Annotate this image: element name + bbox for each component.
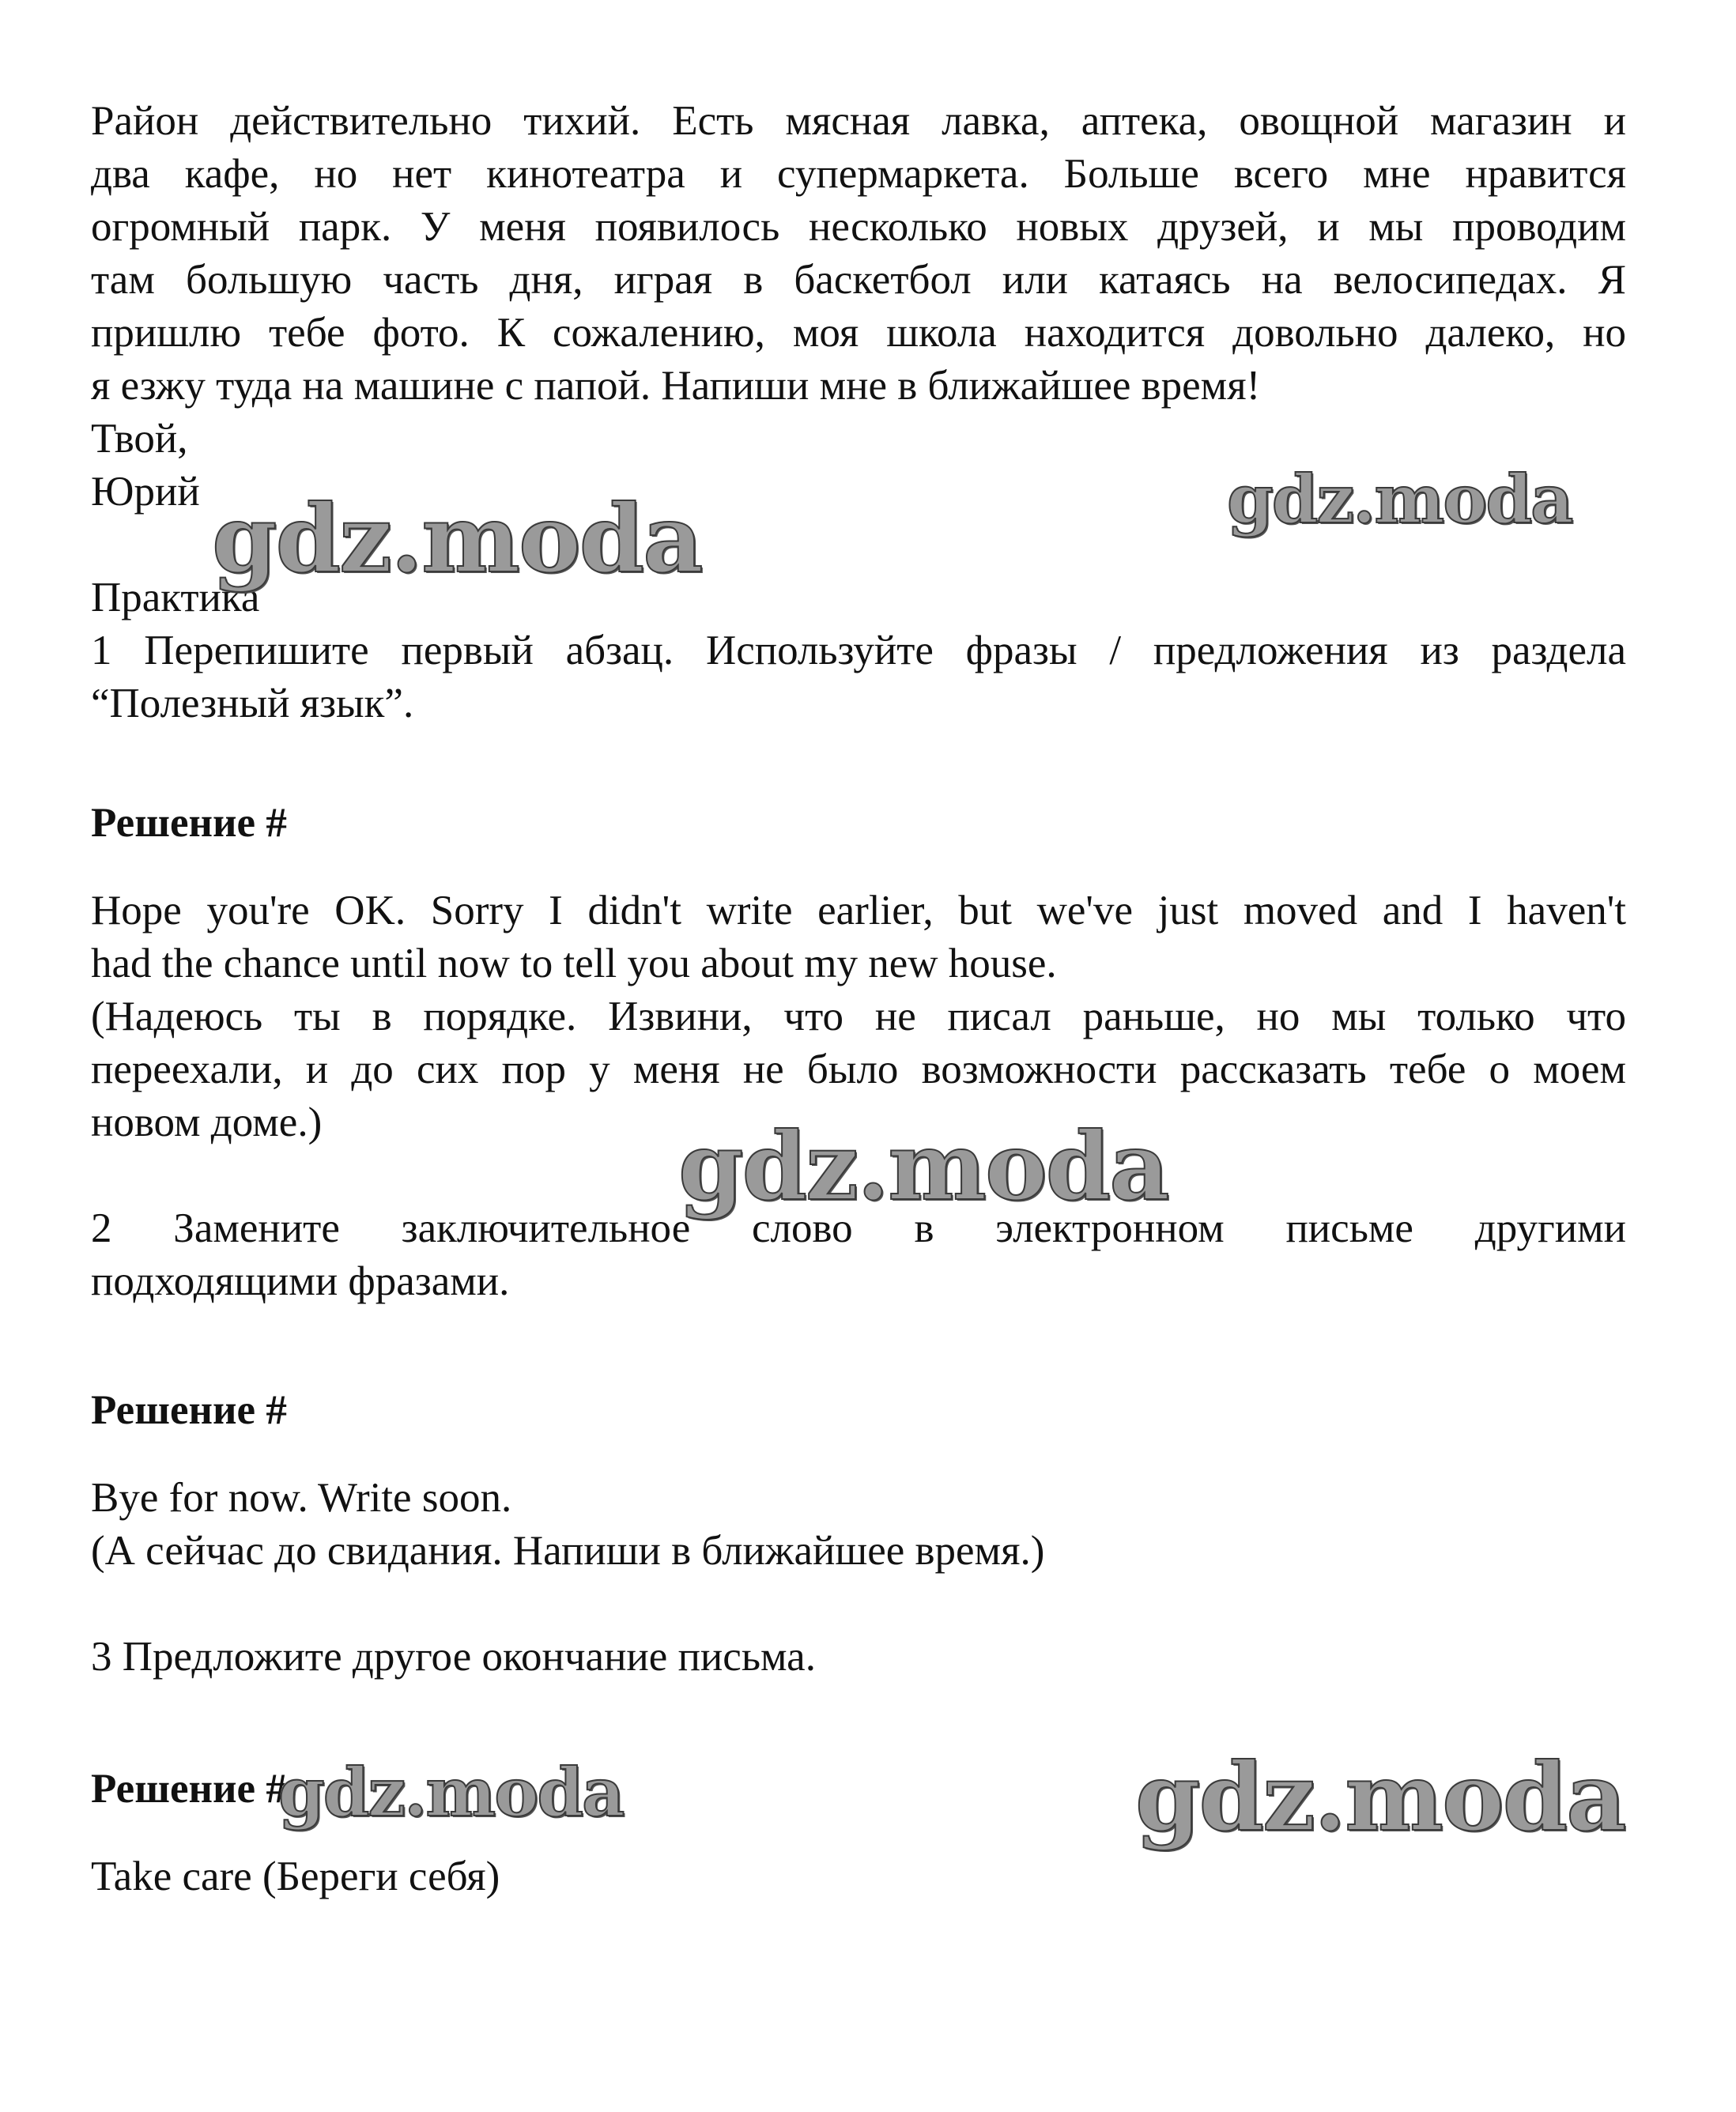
task-2-line: подходящими фразами. xyxy=(91,1258,510,1304)
answer-3: Take care (Береги себя) xyxy=(91,1854,500,1899)
signoff: Твой, xyxy=(91,416,188,462)
task-1-line: 1 Перепишите первый абзац. Используйте фразы / предложения из раздела xyxy=(91,628,1626,673)
task-1-line: “Полезный язык”. xyxy=(91,681,414,726)
signature-name: Юрий xyxy=(91,469,200,515)
answer-2-ru: (А сейчас до свидания. Напиши в ближайшее время.) xyxy=(91,1528,1045,1574)
intro-paragraph xyxy=(91,95,1626,519)
task-3: 3 Предложите другое окончание письма. xyxy=(91,1634,816,1680)
answer-1-en-line: had the chance until now to tell you about my new house. xyxy=(91,941,1057,986)
solution-heading: Решение # xyxy=(91,800,287,846)
watermark: gdz.moda xyxy=(212,484,702,594)
watermark: gdz.moda xyxy=(1135,1742,1625,1852)
watermark: gdz.moda xyxy=(278,1753,624,1831)
answer-1-ru-line: новом доме.) xyxy=(91,1099,323,1145)
answer-2-en: Bye for now. Write soon. xyxy=(91,1475,512,1521)
intro-line: Район действительно тихий. Есть мясная лавка, аптека, овощной магазин и xyxy=(91,98,1626,144)
intro-line: там большую часть дня, играя в баскетбол или катаясь на велосипедах. Я xyxy=(91,257,1626,303)
solution-heading: Решение # xyxy=(91,1387,287,1433)
watermark: gdz.moda xyxy=(678,1111,1168,1221)
intro-line: пришлю тебе фото. К сожалению, моя школа находится довольно далеко, но xyxy=(91,310,1626,356)
practice-title: Практика xyxy=(91,575,260,620)
task-2-line: 2 Замените заключительное слово в электронном письме другими xyxy=(91,1205,1626,1251)
answer-1-en-line: Hope you're OK. Sorry I didn't write earlier, but we've just moved and I haven't xyxy=(91,888,1626,933)
document-page xyxy=(91,95,1626,1903)
intro-line: огромный парк. У меня появилось несколько новых друзей, и мы проводим xyxy=(91,204,1626,250)
answer-1-ru-line: переехали, и до сих пор у меня не было возможности рассказать тебе о моем xyxy=(91,1047,1626,1092)
answer-1 xyxy=(91,884,1626,1149)
solution-heading: Решение # xyxy=(91,1766,287,1812)
watermark: gdz.moda xyxy=(1227,460,1572,538)
answer-1-ru-line: (Надеюсь ты в порядке. Извини, что не писал раньше, но мы только что xyxy=(91,994,1626,1039)
intro-line: два кафе, но нет кинотеатра и супермаркета. Больше всего мне нравится xyxy=(91,151,1626,197)
intro-line: я езжу туда на машине с папой. Напиши мне в ближайшее время! xyxy=(91,363,1261,409)
